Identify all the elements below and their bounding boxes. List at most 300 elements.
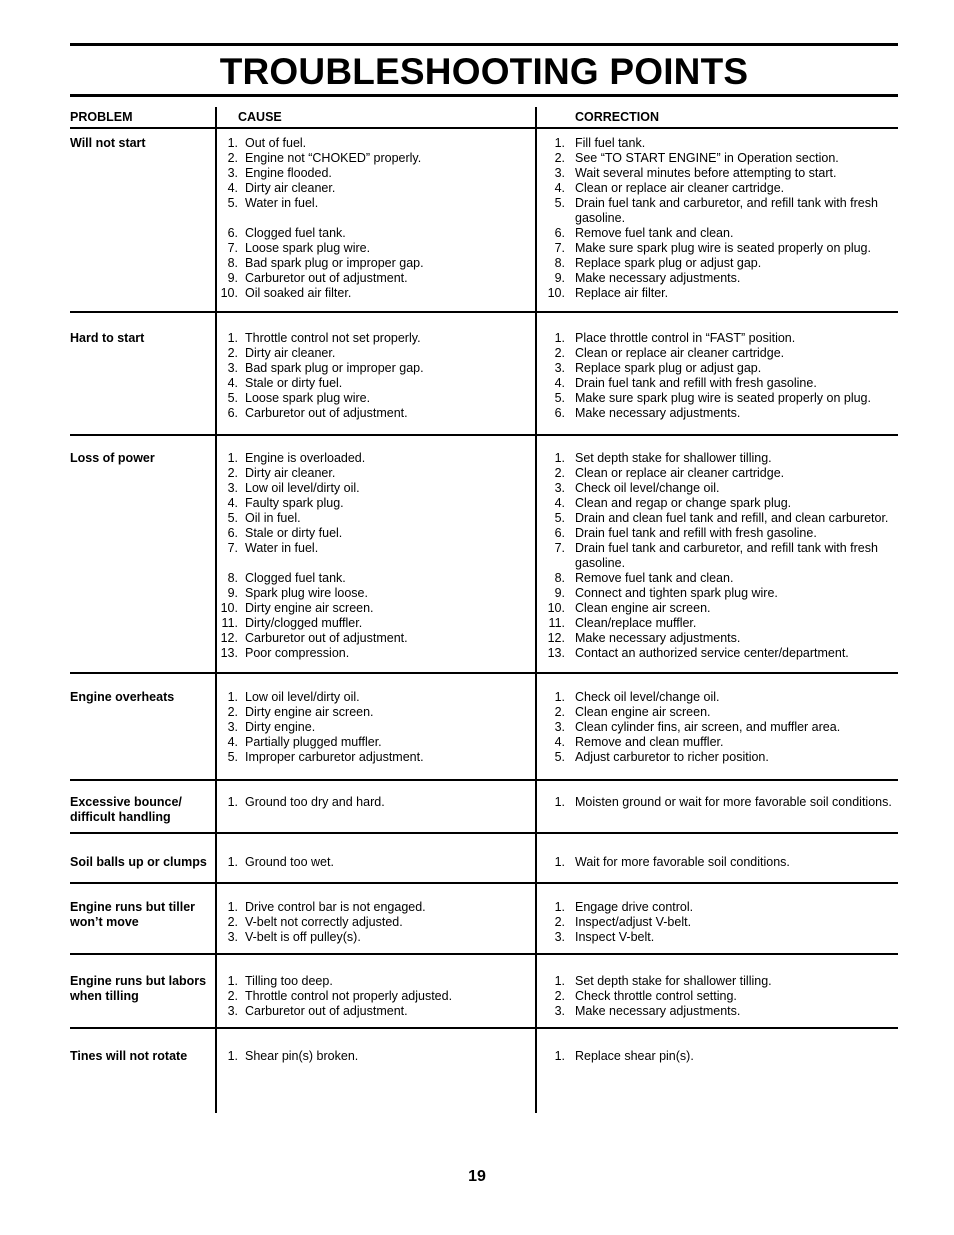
item-text: Ground too wet. xyxy=(245,855,334,869)
list-item xyxy=(545,391,895,406)
row-rule xyxy=(70,953,898,955)
item-number: 6. xyxy=(554,406,565,420)
list-item xyxy=(545,705,895,720)
item-number: 3. xyxy=(227,166,238,180)
row-rule xyxy=(70,672,898,674)
list-item xyxy=(218,616,530,631)
item-text: Clean and regap or change spark plug. xyxy=(575,496,792,510)
item-text: Drain fuel tank and refill with fresh gasoline. xyxy=(575,526,817,540)
item-text: Remove and clean muffler. xyxy=(575,735,724,749)
item-text: Clean or replace air cleaner cartridge. xyxy=(575,466,785,480)
list-item xyxy=(218,750,530,765)
item-number: 11. xyxy=(221,616,238,630)
item-text: Make necessary adjustments. xyxy=(575,406,741,420)
item-text: Adjust carburetor to richer position. xyxy=(575,750,769,764)
item-number: 8. xyxy=(554,571,565,585)
item-number: 7. xyxy=(554,241,565,255)
list-item xyxy=(218,361,530,376)
item-number: 1. xyxy=(554,855,565,869)
item-number: 5. xyxy=(227,750,238,764)
list-item xyxy=(218,735,530,750)
list-item xyxy=(545,915,895,930)
cause-list xyxy=(218,1049,530,1064)
list-item xyxy=(218,526,530,541)
item-text: Stale or dirty fuel. xyxy=(245,376,343,390)
correction-list xyxy=(545,136,895,301)
item-text: Clogged fuel tank. xyxy=(245,571,346,585)
list-item xyxy=(218,974,530,989)
item-number: 4. xyxy=(227,496,238,510)
cause-list xyxy=(218,855,530,870)
item-number: 3. xyxy=(554,361,565,375)
list-item xyxy=(545,601,895,616)
item-text: Clogged fuel tank. xyxy=(245,226,346,240)
list-item xyxy=(545,616,895,631)
item-number: 2. xyxy=(554,466,565,480)
list-item xyxy=(218,391,530,406)
list-item xyxy=(218,241,530,256)
list-item xyxy=(218,720,530,735)
item-text: See “TO START ENGINE” in Operation section. xyxy=(575,151,839,165)
list-item xyxy=(218,406,530,421)
list-item xyxy=(218,271,530,286)
item-number: 5. xyxy=(554,511,565,525)
item-text: Dirty engine. xyxy=(245,720,316,734)
item-text: Carburetor out of adjustment. xyxy=(245,1004,408,1018)
list-item xyxy=(545,974,895,989)
list-item xyxy=(218,631,530,646)
list-item xyxy=(218,196,530,211)
problem-label: Engine runs but labors when tilling xyxy=(70,974,207,1003)
item-text: Water in fuel. xyxy=(245,541,319,555)
item-number: 3. xyxy=(554,720,565,734)
item-number: 1. xyxy=(227,451,238,465)
item-text: Dirty air cleaner. xyxy=(245,466,336,480)
list-item xyxy=(545,451,895,466)
item-number: 3. xyxy=(554,166,565,180)
list-item xyxy=(218,451,530,466)
item-text: Set depth stake for shallower tilling. xyxy=(575,451,772,465)
item-text: Engage drive control. xyxy=(575,900,694,914)
item-text: Clean engine air screen. xyxy=(575,601,711,615)
item-text: Shear pin(s) broken. xyxy=(245,1049,359,1063)
column-divider-correction xyxy=(535,107,537,1113)
item-number: 1. xyxy=(554,900,565,914)
row-rule xyxy=(70,779,898,781)
item-text: Carburetor out of adjustment. xyxy=(245,271,408,285)
item-text: Clean or replace air cleaner cartridge. xyxy=(575,346,785,360)
item-text: Contact an authorized service center/department. xyxy=(575,646,849,660)
list-item xyxy=(545,541,895,571)
list-item xyxy=(545,855,895,870)
item-text: Make sure spark plug wire is seated properly on plug. xyxy=(575,241,871,255)
item-text: Inspect V-belt. xyxy=(575,930,655,944)
item-number: 5. xyxy=(227,511,238,525)
list-item xyxy=(545,376,895,391)
item-text: Dirty air cleaner. xyxy=(245,346,336,360)
item-text: Make necessary adjustments. xyxy=(575,271,741,285)
list-item xyxy=(545,136,895,151)
list-item xyxy=(545,361,895,376)
item-number: 2. xyxy=(227,151,238,165)
item-text: Replace air filter. xyxy=(575,286,669,300)
item-number: 2. xyxy=(554,151,565,165)
item-number: 1. xyxy=(554,795,565,809)
correction-list xyxy=(545,900,895,945)
list-item xyxy=(545,646,895,661)
item-text: Low oil level/dirty oil. xyxy=(245,481,360,495)
list-item xyxy=(545,331,895,346)
item-number: 8. xyxy=(554,256,565,270)
correction-list xyxy=(545,795,895,810)
item-text: Water in fuel. xyxy=(245,196,319,210)
item-number: 7. xyxy=(227,541,238,555)
item-number: 5. xyxy=(554,196,565,210)
item-text: Dirty engine air screen. xyxy=(245,601,374,615)
item-text: Poor compression. xyxy=(245,646,350,660)
list-item xyxy=(545,526,895,541)
item-number: 1. xyxy=(227,690,238,704)
item-number: 6. xyxy=(227,406,238,420)
item-number: 2. xyxy=(227,466,238,480)
list-item xyxy=(545,735,895,750)
item-number: 3. xyxy=(227,720,238,734)
cause-list xyxy=(218,451,530,661)
problem-label: Excessive bounce/ difficult handling xyxy=(70,795,182,824)
item-text: Replace spark plug or adjust gap. xyxy=(575,256,762,270)
item-number: 4. xyxy=(554,376,565,390)
item-number: 2. xyxy=(227,989,238,1003)
list-item xyxy=(218,1049,530,1064)
item-number: 1. xyxy=(554,1049,565,1063)
item-number: 5. xyxy=(554,750,565,764)
item-number: 4. xyxy=(227,376,238,390)
item-text: Fill fuel tank. xyxy=(575,136,646,150)
item-number: 13. xyxy=(220,646,238,660)
item-text: Engine flooded. xyxy=(245,166,332,180)
item-number: 6. xyxy=(554,526,565,540)
item-text: Out of fuel. xyxy=(245,136,307,150)
item-number: 1. xyxy=(554,136,565,150)
list-item xyxy=(545,481,895,496)
item-text: Spark plug wire loose. xyxy=(245,586,368,600)
item-text: Clean/replace muffler. xyxy=(575,616,697,630)
list-item xyxy=(545,930,895,945)
item-text: Make necessary adjustments. xyxy=(575,1004,741,1018)
item-number: 1. xyxy=(227,331,238,345)
cause-list xyxy=(218,331,530,421)
list-item xyxy=(218,466,530,481)
item-text: Check oil level/change oil. xyxy=(575,690,720,704)
list-item xyxy=(218,795,530,810)
item-text: Loose spark plug wire. xyxy=(245,241,371,255)
item-text: V-belt not correctly adjusted. xyxy=(245,915,403,929)
list-item xyxy=(545,571,895,586)
list-item xyxy=(545,1004,895,1019)
item-number: 2. xyxy=(227,705,238,719)
item-number: 4. xyxy=(227,735,238,749)
item-number: 9. xyxy=(554,586,565,600)
list-item xyxy=(218,989,530,1004)
item-text: Drain and clean fuel tank and refill, and clean carburetor. xyxy=(575,511,889,525)
item-text: Ground too dry and hard. xyxy=(245,795,385,809)
list-item xyxy=(545,1049,895,1064)
item-text: Connect and tighten spark plug wire. xyxy=(575,586,778,600)
item-text: Oil soaked air filter. xyxy=(245,286,352,300)
cause-list xyxy=(218,136,530,301)
item-number: 1. xyxy=(227,136,238,150)
item-number: 4. xyxy=(227,181,238,195)
list-item xyxy=(545,496,895,511)
item-text: Drain fuel tank and carburetor, and refill tank with fresh gasoline. xyxy=(575,196,878,225)
item-text: V-belt is off pulley(s). xyxy=(245,930,361,944)
column-divider-cause xyxy=(215,107,217,1113)
item-number: 13. xyxy=(547,646,565,660)
item-text: Low oil level/dirty oil. xyxy=(245,690,360,704)
item-number: 1. xyxy=(554,451,565,465)
list-item xyxy=(218,1004,530,1019)
item-number: 5. xyxy=(554,391,565,405)
list-item xyxy=(545,989,895,1004)
item-number: 9. xyxy=(227,271,238,285)
item-number: 1. xyxy=(227,855,238,869)
item-text: Improper carburetor adjustment. xyxy=(245,750,424,764)
list-item xyxy=(218,346,530,361)
list-item xyxy=(545,151,895,166)
row-rule xyxy=(70,832,898,834)
item-text: Make sure spark plug wire is seated properly on plug. xyxy=(575,391,871,405)
item-text: Bad spark plug or improper gap. xyxy=(245,361,424,375)
item-text: Remove fuel tank and clean. xyxy=(575,226,734,240)
item-text: Replace shear pin(s). xyxy=(575,1049,694,1063)
list-item xyxy=(545,256,895,271)
list-item xyxy=(218,166,530,181)
list-item xyxy=(218,136,530,151)
problem-label: Tines will not rotate xyxy=(70,1049,188,1063)
item-number: 9. xyxy=(227,586,238,600)
list-item xyxy=(545,406,895,421)
correction-list xyxy=(545,451,895,661)
list-item xyxy=(218,496,530,511)
item-number: 6. xyxy=(227,226,238,240)
item-text: Wait for more favorable soil conditions. xyxy=(575,855,790,869)
list-item xyxy=(218,331,530,346)
correction-list xyxy=(545,331,895,421)
list-item xyxy=(545,586,895,601)
item-number: 1. xyxy=(227,900,238,914)
item-number: 1. xyxy=(554,974,565,988)
correction-list xyxy=(545,855,895,870)
item-number: 1. xyxy=(227,795,238,809)
item-text: Drain fuel tank and refill with fresh gasoline. xyxy=(575,376,817,390)
list-item xyxy=(545,346,895,361)
item-text: Loose spark plug wire. xyxy=(245,391,371,405)
item-number: 1. xyxy=(554,690,565,704)
item-number: 3. xyxy=(227,1004,238,1018)
item-number: 5. xyxy=(227,196,238,210)
item-number: 12. xyxy=(220,631,238,645)
list-item xyxy=(218,571,530,586)
list-item xyxy=(545,181,895,196)
item-text: Drive control bar is not engaged. xyxy=(245,900,426,914)
item-number: 4. xyxy=(554,735,565,749)
list-item xyxy=(218,586,530,601)
item-number: 2. xyxy=(554,989,565,1003)
list-item xyxy=(545,720,895,735)
list-item xyxy=(218,900,530,915)
item-number: 2. xyxy=(554,915,565,929)
list-item xyxy=(545,241,895,256)
item-number: 4. xyxy=(554,496,565,510)
item-text: Drain fuel tank and carburetor, and refill tank with fresh gasoline. xyxy=(575,541,878,570)
item-text: Make necessary adjustments. xyxy=(575,631,741,645)
list-item xyxy=(545,511,895,526)
correction-list xyxy=(545,690,895,765)
item-number: 6. xyxy=(227,526,238,540)
item-text: Clean or replace air cleaner cartridge. xyxy=(575,181,785,195)
item-number: 10. xyxy=(547,601,565,615)
list-item xyxy=(218,376,530,391)
item-text: Inspect/adjust V-belt. xyxy=(575,915,692,929)
item-number: 7. xyxy=(227,241,238,255)
page-number: 19 xyxy=(468,1168,486,1185)
header-problem: PROBLEM xyxy=(70,110,133,124)
item-number: 6. xyxy=(554,226,565,240)
problem-label: Loss of power xyxy=(70,451,155,465)
item-number: 3. xyxy=(554,1004,565,1018)
page-title: TROUBLESHOOTING POINTS xyxy=(219,51,749,92)
item-text: Dirty engine air screen. xyxy=(245,705,374,719)
item-number: 3. xyxy=(227,481,238,495)
list-item xyxy=(545,286,895,301)
header-correction: CORRECTION xyxy=(575,110,660,124)
item-text: Partially plugged muffler. xyxy=(245,735,382,749)
item-number: 5. xyxy=(227,391,238,405)
item-text: Moisten ground or wait for more favorable soil conditions. xyxy=(575,795,892,809)
row-rule xyxy=(70,127,898,129)
item-text: Stale or dirty fuel. xyxy=(245,526,343,540)
list-item xyxy=(218,541,530,556)
problem-label: Soil balls up or clumps xyxy=(70,855,207,869)
cause-list xyxy=(218,690,530,765)
list-item xyxy=(218,915,530,930)
item-number: 1. xyxy=(227,1049,238,1063)
problem-label: Engine overheats xyxy=(70,690,175,704)
item-number: 10. xyxy=(547,286,565,300)
problem-label: Will not start xyxy=(70,136,146,150)
item-number: 2. xyxy=(227,346,238,360)
list-item xyxy=(218,690,530,705)
list-item xyxy=(218,930,530,945)
item-text: Dirty/clogged muffler. xyxy=(245,616,363,630)
list-item xyxy=(545,466,895,481)
item-text: Carburetor out of adjustment. xyxy=(245,406,408,420)
problem-label: Hard to start xyxy=(70,331,145,345)
row-rule xyxy=(70,882,898,884)
list-item xyxy=(218,151,530,166)
cause-list xyxy=(218,795,530,810)
list-item xyxy=(545,690,895,705)
list-item xyxy=(545,795,895,810)
item-text: Bad spark plug or improper gap. xyxy=(245,256,424,270)
cause-list xyxy=(218,900,530,945)
cause-list xyxy=(218,974,530,1019)
item-number: 3. xyxy=(227,361,238,375)
row-rule xyxy=(70,434,898,436)
list-item xyxy=(218,511,530,526)
list-item xyxy=(545,166,895,181)
list-item xyxy=(218,181,530,196)
item-text: Throttle control not properly adjusted. xyxy=(245,989,453,1003)
item-text: Faulty spark plug. xyxy=(245,496,344,510)
title-bar xyxy=(70,43,898,97)
item-number: 3. xyxy=(554,481,565,495)
item-number: 9. xyxy=(554,271,565,285)
item-number: 3. xyxy=(554,930,565,944)
item-number: 8. xyxy=(227,256,238,270)
item-number: 2. xyxy=(554,705,565,719)
row-rule xyxy=(70,311,898,313)
item-text: Dirty air cleaner. xyxy=(245,181,336,195)
list-item xyxy=(545,196,895,226)
list-item xyxy=(218,601,530,616)
item-text: Check oil level/change oil. xyxy=(575,481,720,495)
correction-list xyxy=(545,974,895,1019)
item-number: 4. xyxy=(554,181,565,195)
list-item xyxy=(218,256,530,271)
item-text: Place throttle control in “FAST” position. xyxy=(575,331,796,345)
item-text: Wait several minutes before attempting to start. xyxy=(575,166,837,180)
list-item xyxy=(218,226,530,241)
item-number: 3. xyxy=(227,930,238,944)
item-text: Engine is overloaded. xyxy=(245,451,366,465)
item-number: 1. xyxy=(227,974,238,988)
list-item xyxy=(218,481,530,496)
correction-list xyxy=(545,1049,895,1064)
item-text: Remove fuel tank and clean. xyxy=(575,571,734,585)
item-text: Carburetor out of adjustment. xyxy=(245,631,408,645)
item-text: Clean cylinder fins, air screen, and muffler area. xyxy=(575,720,841,734)
list-item xyxy=(218,855,530,870)
item-text: Tilling too deep. xyxy=(245,974,333,988)
list-item xyxy=(218,705,530,720)
list-item xyxy=(545,226,895,241)
list-item xyxy=(545,631,895,646)
list-item xyxy=(545,271,895,286)
item-number: 12. xyxy=(547,631,565,645)
item-number: 10. xyxy=(220,286,238,300)
problem-label: Engine runs but tiller won’t move xyxy=(70,900,196,929)
list-item xyxy=(218,286,530,301)
item-number: 2. xyxy=(227,915,238,929)
item-number: 10. xyxy=(220,601,238,615)
list-item xyxy=(545,750,895,765)
item-text: Check throttle control setting. xyxy=(575,989,737,1003)
header-cause: CAUSE xyxy=(238,110,282,124)
item-text: Throttle control not set properly. xyxy=(245,331,421,345)
row-rule xyxy=(70,1027,898,1029)
item-text: Clean engine air screen. xyxy=(575,705,711,719)
item-number: 2. xyxy=(554,346,565,360)
item-text: Replace spark plug or adjust gap. xyxy=(575,361,762,375)
item-text: Set depth stake for shallower tilling. xyxy=(575,974,772,988)
item-number: 8. xyxy=(227,571,238,585)
list-item xyxy=(218,646,530,661)
item-number: 7. xyxy=(554,541,565,555)
item-text: Engine not “CHOKED” properly. xyxy=(245,151,422,165)
item-text: Oil in fuel. xyxy=(245,511,301,525)
item-number: 11. xyxy=(548,616,565,630)
